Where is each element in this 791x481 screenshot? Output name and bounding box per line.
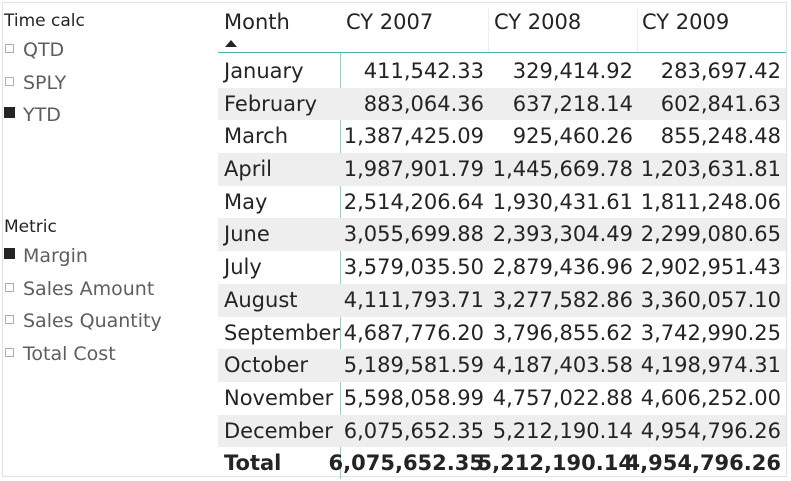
slicer-item-sply[interactable] xyxy=(4,67,214,100)
table-row xyxy=(218,284,786,317)
table-row xyxy=(218,349,786,382)
column-header-cy2008[interactable]: CY 2008 xyxy=(494,10,582,34)
header-divider xyxy=(637,8,638,52)
checkbox-icon[interactable] xyxy=(5,315,14,324)
total-row xyxy=(218,447,786,480)
cell-value: 637,218.14 xyxy=(512,91,633,116)
row-label: October xyxy=(224,353,309,378)
month-column-header[interactable]: Month xyxy=(224,10,290,34)
cell-value: 5,212,190.14 xyxy=(492,418,633,443)
slicer-item-label: Sales Quantity xyxy=(23,310,162,333)
row-label: April xyxy=(224,157,272,182)
cell-value: 5,598,058.99 xyxy=(343,385,484,410)
cell-value: 4,954,796.26 xyxy=(640,418,781,443)
table-row xyxy=(218,88,786,121)
cell-value: 4,111,793.71 xyxy=(343,287,484,312)
cell-value: 3,360,057.10 xyxy=(640,287,781,312)
cell-value: 3,055,699.88 xyxy=(343,222,484,247)
cell-value: 1,987,901.79 xyxy=(343,157,484,182)
cell-value: 3,796,855.62 xyxy=(492,320,633,345)
time-calc-slicer xyxy=(4,8,214,132)
checkbox-icon[interactable] xyxy=(5,283,14,292)
cell-value: 4,687,776.20 xyxy=(343,320,484,345)
cell-value: 1,445,669.78 xyxy=(492,157,633,182)
header-underline xyxy=(218,52,786,53)
slicer-item-label: Total Cost xyxy=(23,342,116,365)
slicer-item-margin[interactable] xyxy=(4,240,214,273)
table-row xyxy=(218,120,786,153)
row-label: January xyxy=(224,59,304,83)
cell-value: 1,930,431.61 xyxy=(492,189,633,214)
slicer-item-qtd[interactable] xyxy=(4,34,214,67)
cell-value: 5,189,581.59 xyxy=(343,353,484,378)
slicer-item-label: Sales Amount xyxy=(23,277,155,300)
slicer-item-label: Margin xyxy=(23,245,88,267)
cell-value: 1,203,631.81 xyxy=(640,157,781,182)
cell-value: 2,902,951.43 xyxy=(640,255,781,280)
time-calc-slicer-title: Time calc xyxy=(4,11,85,31)
header-divider xyxy=(488,8,489,52)
metric-slicer-title: Metric xyxy=(4,217,57,237)
checkbox-checked-icon[interactable] xyxy=(4,107,15,118)
slicer-item-label: YTD xyxy=(23,104,61,127)
cell-value: 925,460.26 xyxy=(512,124,633,149)
cell-value: 3,742,990.25 xyxy=(640,320,781,345)
slicer-item-label: QTD xyxy=(23,39,65,61)
slicer-item-sales-quantity[interactable] xyxy=(4,305,214,338)
row-label: August xyxy=(224,287,298,312)
cell-value: 2,393,304.49 xyxy=(492,222,633,247)
matrix-table xyxy=(218,4,786,476)
slicer-item-sales-amount[interactable] xyxy=(4,273,214,306)
column-header-cy2009[interactable]: CY 2009 xyxy=(642,10,730,34)
total-label: Total xyxy=(224,451,282,476)
cell-value: 2,514,206.64 xyxy=(343,189,484,214)
row-label: July xyxy=(224,255,262,280)
column-header-cy2007[interactable]: CY 2007 xyxy=(346,10,434,34)
table-row xyxy=(218,153,786,186)
cell-value: 1,811,248.06 xyxy=(640,189,781,214)
total-value: 6,075,652.35 xyxy=(328,451,484,476)
matrix-header xyxy=(218,4,786,52)
cell-value: 329,414.92 xyxy=(512,59,633,83)
row-label: February xyxy=(224,91,318,116)
row-label: September xyxy=(224,320,341,345)
checkbox-icon[interactable] xyxy=(5,44,14,53)
table-row xyxy=(218,415,786,448)
cell-value: 2,879,436.96 xyxy=(492,255,633,280)
row-label: November xyxy=(224,385,334,410)
total-value: 4,954,796.26 xyxy=(625,451,781,476)
cell-value: 3,277,582.86 xyxy=(492,287,633,312)
row-label: December xyxy=(224,418,333,443)
cell-value: 4,198,974.31 xyxy=(640,353,781,378)
cell-value: 602,841.63 xyxy=(660,91,781,116)
checkbox-icon[interactable] xyxy=(5,77,14,86)
slicer-item-ytd[interactable] xyxy=(4,99,214,132)
row-label: June xyxy=(224,222,270,247)
cell-value: 6,075,652.35 xyxy=(343,418,484,443)
total-value: 5,212,190.14 xyxy=(477,451,633,476)
cell-value: 883,064.36 xyxy=(363,91,484,116)
matrix-rows xyxy=(218,55,786,480)
cell-value: 4,187,403.58 xyxy=(492,353,633,378)
cell-value: 283,697.42 xyxy=(660,59,781,83)
cell-value: 3,579,035.50 xyxy=(343,255,484,280)
table-row xyxy=(218,251,786,284)
cell-value: 4,606,252.00 xyxy=(640,385,781,410)
row-label: March xyxy=(224,124,289,149)
metric-slicer xyxy=(4,214,214,370)
table-row xyxy=(218,218,786,251)
row-label: May xyxy=(224,189,268,214)
table-row xyxy=(218,382,786,415)
checkbox-icon[interactable] xyxy=(5,348,14,357)
cell-value: 2,299,080.65 xyxy=(640,222,781,247)
table-row xyxy=(218,55,786,88)
cell-value: 855,248.48 xyxy=(660,124,781,149)
cell-value: 4,757,022.88 xyxy=(492,385,633,410)
table-row xyxy=(218,186,786,219)
sort-ascending-icon[interactable] xyxy=(225,40,237,47)
slicer-item-total-cost[interactable] xyxy=(4,338,214,371)
slicer-item-label: SPLY xyxy=(23,71,67,94)
table-row xyxy=(218,317,786,350)
cell-value: 411,542.33 xyxy=(363,59,484,83)
checkbox-checked-icon[interactable] xyxy=(4,248,15,259)
cell-value: 1,387,425.09 xyxy=(343,124,484,149)
